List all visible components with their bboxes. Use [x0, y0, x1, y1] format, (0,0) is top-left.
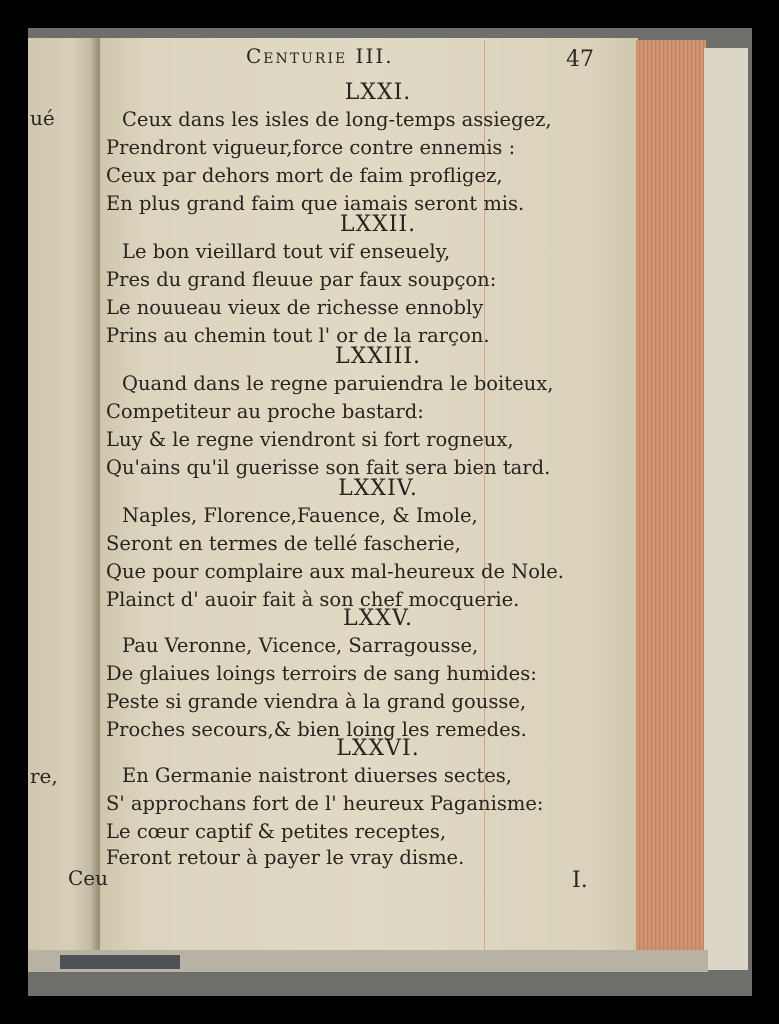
- verse-line: Pau Veronne, Vicence, Sarragousse,: [122, 634, 479, 657]
- page-edges: [636, 40, 706, 960]
- verse-line: S' approchans fort de l' heureux Paganisme:: [106, 792, 544, 815]
- verse-line: Quand dans le regne paruiendra le boiteux,: [122, 372, 554, 395]
- page-number: 47: [566, 47, 594, 72]
- verse-line: Luy & le regne viendront si fort rogneux,: [106, 428, 514, 451]
- catchword: I.: [572, 868, 588, 893]
- quatrain-numeral: LXXIV.: [338, 476, 418, 501]
- left-page-fragment: re,: [30, 764, 58, 788]
- quatrain-numeral: LXXVI.: [336, 736, 420, 761]
- book-cover-edge: [704, 48, 748, 970]
- verse-line: Le nouueau vieux de richesse ennobly: [106, 296, 484, 319]
- left-page: [28, 38, 100, 952]
- verse-line: Prins au chemin tout l' or de la rarçon.: [106, 324, 490, 347]
- verse-line: Que pour complaire aux mal-heureux de Nole.: [106, 560, 564, 583]
- verse-line: Le bon vieillard tout vif enseuely,: [122, 240, 451, 263]
- binding-label: [60, 955, 180, 969]
- quatrain-numeral: LXXI.: [344, 80, 412, 105]
- left-page-fragment: ué: [30, 106, 55, 130]
- verse-line: Peste si grande viendra à la grand gousse,: [106, 690, 527, 713]
- verse-line: Pres du grand fleuue par faux soupçon:: [106, 268, 497, 291]
- running-header: Centurie III.: [246, 44, 394, 68]
- verse-line: Naples, Florence,Fauence, & Imole,: [122, 504, 478, 527]
- verse-line: Proches secours,& bien loing les remedes.: [106, 718, 527, 741]
- verse-line: Qu'ains qu'il guerisse son fait sera bien tard.: [106, 456, 551, 479]
- verse-line: Le cœur captif & petites receptes,: [106, 820, 447, 843]
- quatrain-numeral: LXXIII.: [335, 344, 421, 369]
- verse-line: Prendront vigueur,force contre ennemis :: [106, 136, 516, 159]
- quatrain-numeral: LXXV.: [343, 606, 413, 631]
- verse-line: En Germanie naistront diuerses sectes,: [122, 764, 512, 787]
- verse-line: Ceux dans les isles de long-temps assiegez,: [122, 108, 552, 131]
- verse-line: En plus grand faim que iamais seront mis.: [106, 192, 525, 215]
- verse-line: Feront retour à payer le vray disme.: [106, 846, 465, 869]
- verse-line: Seront en termes de tellé fascherie,: [106, 532, 461, 555]
- verse-line: Competiteur au proche bastard:: [106, 400, 424, 423]
- verse-line: Ceux par dehors mort de faim profligez,: [106, 164, 503, 187]
- verse-line: Plainct d' auoir fait à son chef mocquerie.: [106, 588, 520, 611]
- verse-line: De glaiues loings terroirs de sang humides:: [106, 662, 537, 685]
- left-page-fragment: Ceu: [68, 866, 109, 890]
- quatrain-numeral: LXXII.: [339, 212, 417, 237]
